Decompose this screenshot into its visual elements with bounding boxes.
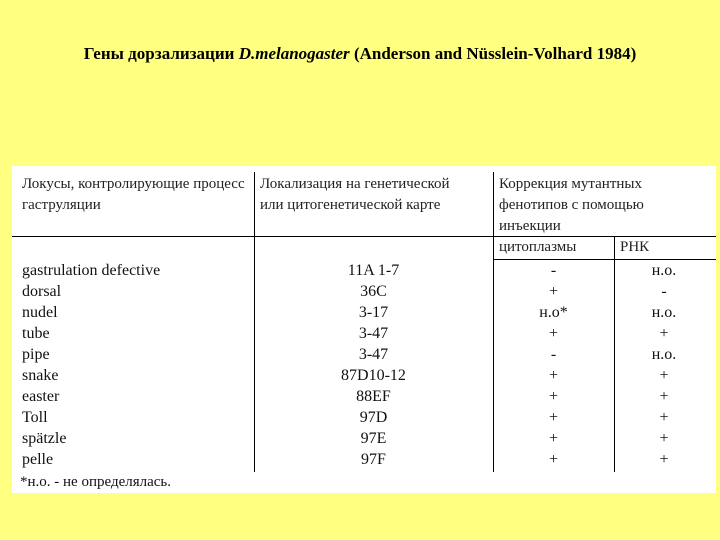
cell-locus: pelle xyxy=(22,451,54,468)
cell-cytoplasm: + xyxy=(548,283,559,300)
cell-rna: н.о. xyxy=(651,346,677,363)
header-cytoplasm: цитоплазмы xyxy=(499,239,577,255)
table-row xyxy=(12,344,716,365)
cell-rna: + xyxy=(659,325,669,342)
cell-rna: + xyxy=(659,388,669,405)
cell-location: 88EF xyxy=(356,388,391,405)
cell-location: 11A 1-7 xyxy=(347,262,400,279)
gene-table xyxy=(12,166,716,493)
cell-cytoplasm: - xyxy=(550,346,557,363)
species-name: D.melanogaster xyxy=(238,44,350,63)
table-row xyxy=(12,281,716,302)
cell-rna: + xyxy=(659,451,669,468)
cell-cytoplasm: + xyxy=(548,367,559,384)
cell-location: 97D xyxy=(359,409,388,426)
header-location: Локализация на генетической или цитогенетической карте xyxy=(260,176,450,213)
header-locus: Локусы, контролирующие процесс гаструляции xyxy=(22,176,245,213)
cell-rna: + xyxy=(659,430,669,447)
table-row xyxy=(12,449,716,470)
cell-locus: snake xyxy=(22,367,59,384)
cell-locus: easter xyxy=(22,388,60,405)
table-row xyxy=(12,365,716,386)
header-correction: Коррекция мутантных фенотипов с помощью инъекции xyxy=(499,176,644,234)
cell-rna: н.о. xyxy=(651,304,677,321)
cell-location: 36C xyxy=(360,283,387,300)
table-row xyxy=(12,428,716,449)
cell-cytoplasm: - xyxy=(550,262,557,279)
cell-location: 3-47 xyxy=(358,346,389,363)
header-rna: РНК xyxy=(620,239,650,255)
cell-location: 97F xyxy=(361,451,386,468)
cell-location: 87D10-12 xyxy=(341,367,406,384)
table-row xyxy=(12,407,716,428)
cell-locus: tube xyxy=(22,325,50,342)
citation: (Anderson and Nüsslein-Volhard 1984) xyxy=(349,44,637,63)
footnote: *н.о. - не определялась. xyxy=(20,474,172,490)
cell-location: 97E xyxy=(360,430,387,447)
cell-locus: gastrulation defective xyxy=(22,262,161,279)
cell-locus: Toll xyxy=(22,409,48,426)
cell-location: 3-17 xyxy=(358,304,389,321)
slide-title xyxy=(0,44,720,64)
cell-rna: + xyxy=(659,409,669,426)
cell-cytoplasm: + xyxy=(548,451,559,468)
cell-cytoplasm: + xyxy=(548,430,559,447)
cell-locus: dorsal xyxy=(22,283,62,300)
cell-cytoplasm: + xyxy=(548,409,559,426)
cell-cytoplasm: н.о* xyxy=(539,304,568,321)
table-row xyxy=(12,386,716,407)
cell-cytoplasm: + xyxy=(548,325,559,342)
table-row xyxy=(12,260,716,281)
cell-locus: spätzle xyxy=(22,430,67,447)
cell-cytoplasm: + xyxy=(548,388,559,405)
cell-locus: pipe xyxy=(22,346,50,363)
cell-rna: - xyxy=(661,283,667,300)
table-row xyxy=(12,302,716,323)
title-text: Гены дорзализации xyxy=(83,44,239,63)
cell-locus: nudel xyxy=(22,304,58,321)
cell-rna: н.о. xyxy=(651,262,677,279)
cell-location: 3-47 xyxy=(358,325,389,342)
table-row xyxy=(12,323,716,344)
cell-rna: + xyxy=(659,367,669,384)
